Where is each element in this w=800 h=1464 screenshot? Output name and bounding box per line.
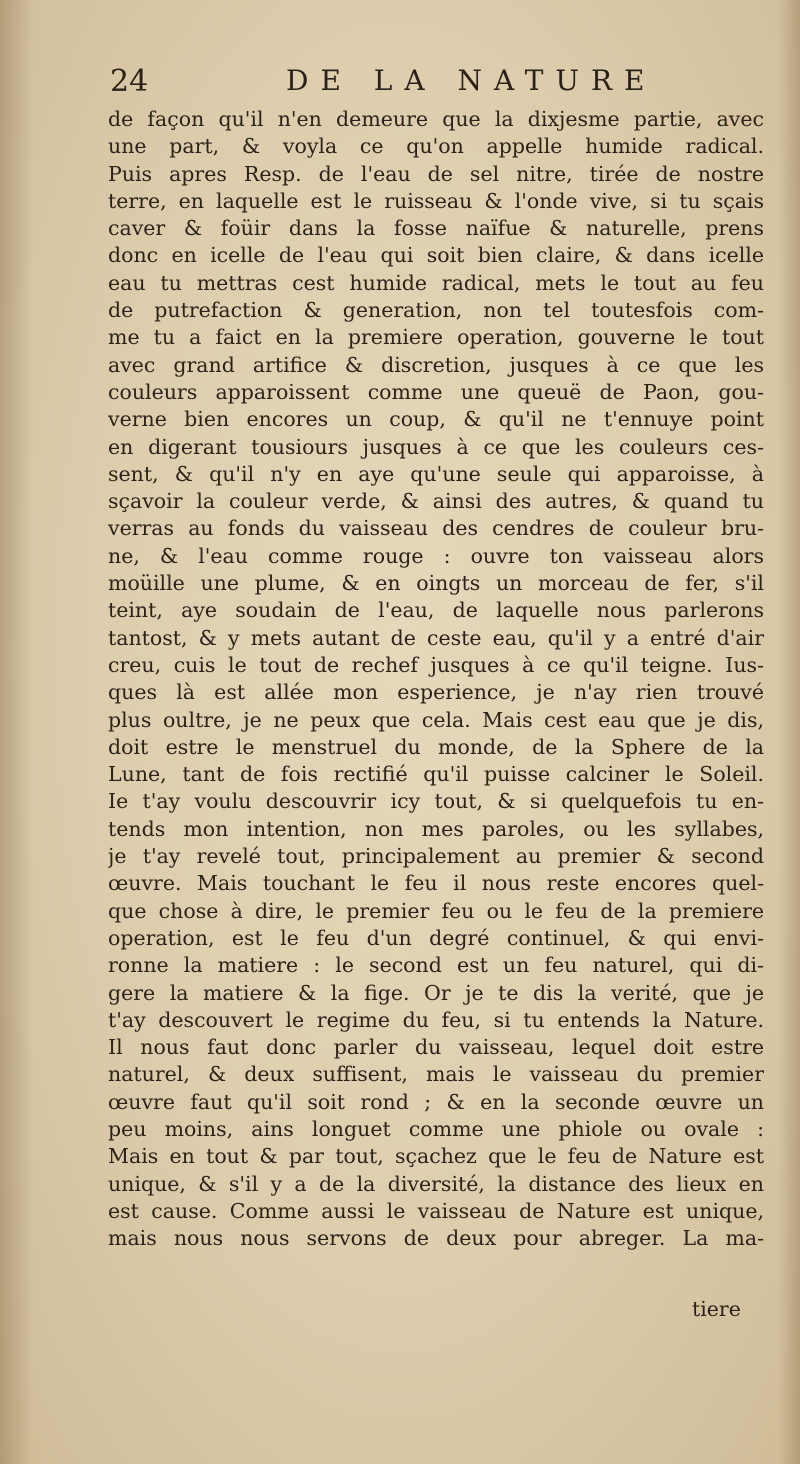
text-line: verras au fonds du vaisseau des cendres de couleur bru- xyxy=(108,516,764,541)
text-line: moüille une plume, & en oingts un morceau de fer, s'il xyxy=(108,571,764,596)
text-line: peu moins, ains longuet comme une phiole ou ovale : xyxy=(108,1116,764,1141)
text-line: Lune, tant de fois rectifié qu'il puisse calciner le Soleil. xyxy=(108,762,764,787)
catchword: tiere xyxy=(692,1297,741,1321)
running-head: DE LA NATURE xyxy=(286,64,657,97)
page-header xyxy=(110,62,750,106)
text-line: operation, est le feu d'un degré continuel, & qui envi- xyxy=(108,925,764,950)
text-line: tends mon intention, non mes paroles, ou les syllabes, xyxy=(108,816,764,841)
text-line: donc en icelle de l'eau qui soit bien claire, & dans icelle xyxy=(108,243,764,268)
text-line: gere la matiere & la fige. Or je te dis la verité, que je xyxy=(108,980,764,1005)
text-line: de putrefaction & generation, non tel toutesfois com- xyxy=(108,298,764,323)
text-line: est cause. Comme aussi le vaisseau de Nature est unique, xyxy=(108,1198,764,1223)
text-line: Il nous faut donc parler du vaisseau, lequel doit estre xyxy=(108,1035,764,1060)
text-line: œuvre faut qu'il soit rond ; & en la seconde œuvre un xyxy=(108,1089,764,1114)
text-line: en digerant tousiours jusques à ce que les couleurs ces- xyxy=(108,434,764,459)
text-line: une part, & voyla ce qu'on appelle humide radical. xyxy=(108,134,764,159)
text-line: Ie t'ay voulu descouvrir icy tout, & si quelquefois tu en- xyxy=(108,789,764,814)
text-line: de façon qu'il n'en demeure que la dixjesme partie, avec xyxy=(108,107,764,131)
page-edge-shadow xyxy=(778,0,800,1464)
text-line: plus oultre, je ne peux que cela. Mais cest eau que je dis, xyxy=(108,707,764,732)
text-line: sent, & qu'il n'y en aye qu'une seule qui apparoisse, à xyxy=(108,461,764,486)
text-line: verne bien encores un coup, & qu'il ne t'ennuye point xyxy=(108,407,764,432)
text-line: ne, & l'eau comme rouge : ouvre ton vaisseau alors xyxy=(108,543,764,568)
text-line: creu, cuis le tout de rechef jusques à ce qu'il teigne. Ius- xyxy=(108,652,764,677)
text-line: Puis apres Resp. de l'eau de sel nitre, tirée de nostre xyxy=(108,161,764,186)
text-line: naturel, & deux suffisent, mais le vaisseau du premier xyxy=(108,1062,764,1087)
gutter-shadow xyxy=(0,0,34,1464)
text-line: doit estre le menstruel du monde, de la Sphere de la xyxy=(108,734,764,759)
text-line: teint, aye soudain de l'eau, de laquelle nous parlerons xyxy=(108,598,764,623)
text-line: t'ay descouvert le regime du feu, si tu entends la Nature. xyxy=(108,1007,764,1032)
text-line: ronne la matiere : le second est un feu naturel, qui di- xyxy=(108,953,764,978)
text-line: mais nous nous servons de deux pour abreger. La ma- xyxy=(108,1226,764,1251)
text-line: je t'ay revelé tout, principalement au premier & second xyxy=(108,844,764,869)
text-line: tantost, & y mets autant de ceste eau, qu'il y a entré d'air xyxy=(108,625,764,650)
text-line: ques là est allée mon esperience, je n'ay rien trouvé xyxy=(108,680,764,705)
text-line: caver & foüir dans la fosse naïfue & naturelle, prens xyxy=(108,216,764,241)
text-line: terre, en laquelle est le ruisseau & l'onde vive, si tu sçais xyxy=(108,188,764,213)
text-line: œuvre. Mais touchant le feu il nous reste encores quel- xyxy=(108,871,764,896)
text-line: me tu a faict en la premiere operation, gouverne le tout xyxy=(108,325,764,350)
text-line: eau tu mettras cest humide radical, mets le tout au feu xyxy=(108,270,764,295)
text-line: couleurs apparoissent comme une queuë de Paon, gou- xyxy=(108,379,764,404)
text-line: avec grand artifice & discretion, jusques à ce que les xyxy=(108,352,764,377)
text-line: unique, & s'il y a de la diversité, la distance des lieux en xyxy=(108,1171,764,1196)
page-number: 24 xyxy=(110,64,149,99)
text-line: que chose à dire, le premier feu ou le feu de la premiere xyxy=(108,898,764,923)
text-line: Mais en tout & par tout, sçachez que le feu de Nature est xyxy=(108,1144,764,1169)
body-text xyxy=(108,106,764,1252)
text-line: sçavoir la couleur verde, & ainsi des autres, & quand tu xyxy=(108,489,764,514)
